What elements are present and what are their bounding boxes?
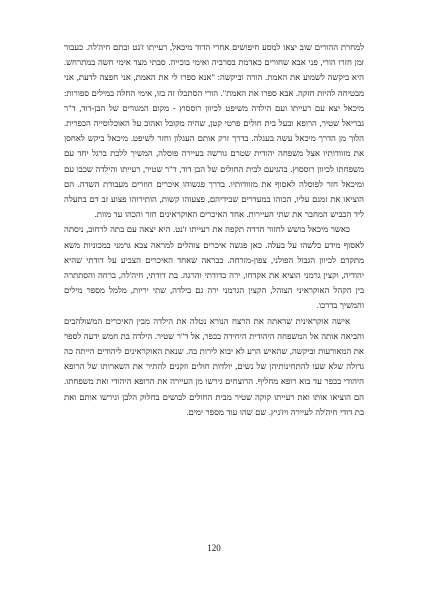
paragraph-2: כאשר מיכאל בושש לחזור חרדה תקפה את רעייתו ז'נט. היא יצאה עם בתה לרחוב, ניסתה לאסוף מידע כלשהו על בעלה. כאן פגשה איכרים צוהלים למראה צבא גרמני במכוניות משא מתקדם לכיוון הגבול הפולני, צפון-מזרחה. כבראה שאחד האיכרים הצביע על דודתי שהיא יהודיה, וקצין גרמני הוציא את אקדחו, ירה בדודתי והרגה. בת דודתי, חיה'לה, ברחה והסתתרה בין הקהל האוקראיני הצוהל, הקצין הגרמני ירה גם בילדה, שתי יריות, מלמל מספר מילים והמשיך בדרכו. [64, 224, 364, 311]
body-text [64, 40, 364, 420]
document-page [64, 0, 364, 600]
paragraph-1: למחרת ההורים שוב יצאו למסע חיפושים אחרי הדוד מיכאל, רעייתו ז'נט ובתם חיה'לה. כעבור זמן חזרו הורי, פני אבא שחורים כאדמת בסרביה ואימי בוכייה. סבתי מצד אימי חשה במתרחש. היא ביקשה לשמוע את האמת. הורה וביקשה: "אנא ספרו לי את האמת, אני חפצה לדעת, אני מבטיחה להיות חזקה. אבא ספרו את האמת". הורי הסתכלו זה בזו, אימי החלה במילים ספורות: מיכאל יצא עם רעייתו ועם הילדה משיפט לכיוון רוססוץ - מקום המגורים של הבן-דוד, ד"ר גבריאל שטיר, הרופא ובעל בית חולים פרטי קטן, שהיה מקובל ואהוב על האוכלוסייה הכפרית. הלוך מן הדרך מיכאל עשה בעגלה. בדרך זרק אותם העגלון וחזר לשיפט. מיכאל ביקש לאחסן את מזוודותיו אצל משפחה יהודית שטרם גורשה בעיירה פוסלה, המשיך ללכת ברגל יחד עם משפחתו לכיוון רוססוץ. בהגיעם לבית החולים של הבן דוד, ד"ר שטיר, רעייתו והילדה שכבו עם ומיכאל חזר לפוסלה לאסוף את מזוודותיו. בדרך פגשוהו איכרים חוזרים מעבודת השדה. הם הוציאו את זמנם עליו, הכוהו במעדרים שבידיהם, פצעוהו קשות, הותירוהו פצוע זב דם בתעלה ליד הכביש המחבר את שתי העיירות. אחד האיכרים האוקראינים חזר והכהו עד מוות. [64, 42, 364, 220]
paragraph-3: אישה אוקראינית שראתה את הרצח הנורא נטלה את הילדה מבין האיכרים המשולהבים והביאה אותה אל המשפחה היהודית היחידה בכפר, אל ד"ר שטיר. הילדה בת חמש ידעה לספר את המאורעות וביקשה, שהאיש הרע לא יבוא לירות בה. שנאת האוקראינים ליהודים הייתה כה גדולה שלא שעו להתחינותיהן של נשים, יולדות חולים וזקנים להתיר את השארותו של הרופא היהודי בכפר עד בוא רופא מחליף. הרוצחים גירשו מן העיירה את הרופא היהודי ואת משפחתו. הם הוציאו אותו ואת רעייתו קוקה שטיר מבית החולים לבושים בחלוק הלבן וגירשו אותם ואת בת דודי חיה'לה לעיירה ויז'ניץ. שם שהו עוד מספר ימים. [64, 315, 364, 417]
page-number: 120 [207, 543, 221, 553]
